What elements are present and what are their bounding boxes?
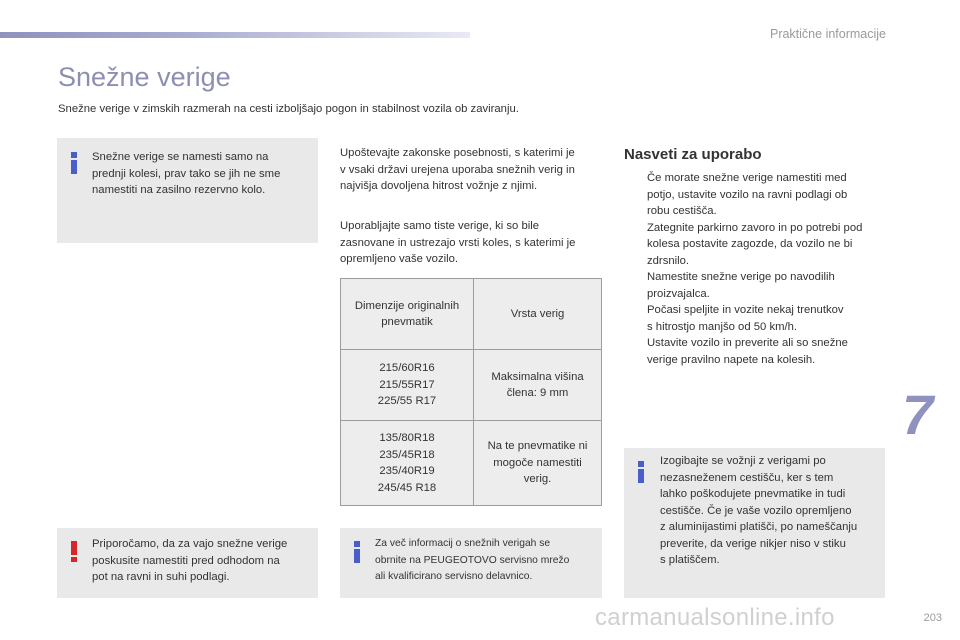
tyre-chain-table <box>340 278 602 506</box>
info-box-road-surface <box>624 448 885 598</box>
chain-type-paragraph: Uporabljajte samo tiste verige, ki so bile zasnovane in ustrezajo vrsti koles, s katerimi je opremljeno vaše vozilo. <box>340 220 576 265</box>
table-cell-sizes: 215/60R16 215/55R17 225/55 R17 <box>341 350 474 421</box>
warning-icon <box>71 541 77 562</box>
list-item: Ustavite vozilo in preverite ali so snežne verige pravilno napete na kolesih. <box>647 337 848 366</box>
section-label: Praktične informacije <box>769 27 886 41</box>
legal-paragraph: Upoštevajte zakonske posebnosti, s katerimi je v vsaki državi urejena uporaba snežnih verig in najvišja dovoljena hitrost vožnje z njimi. <box>340 147 575 192</box>
info-box-text: Za več informacij o snežnih verigah se obrnite na PEUGEOTOVO servisno mrežo ali kvalificirano servisno delavnico. <box>375 538 570 582</box>
info-box-text: Izogibajte se vožnji z verigami po nezasneženem cestišču, ker s tem lahko poškodujete pnevmatike in tudi cestišče. Če je vaše vozilo opremljeno z aluminijastimi platišči, po nameščanju preverite, da verige nikjer niso v stiku s platiščem. <box>660 455 858 566</box>
table-header-row <box>341 279 602 350</box>
list-item: Zategnite parkirno zavoro in po potrebi pod kolesa postavite zagozde, da vozilo ne bi zdrsnilo. <box>647 221 863 267</box>
table-cell-sizes: 135/80R18 235/45R18 235/40R19 245/45 R18 <box>341 421 474 506</box>
tips-title: Nasveti za uporabo <box>624 146 762 163</box>
info-icon <box>354 541 360 563</box>
table-row <box>341 350 602 421</box>
header-accent-bar <box>0 32 470 38</box>
info-icon <box>71 152 77 174</box>
table-header-cell: Vrsta verig <box>474 279 602 350</box>
info-box-front-wheels <box>57 138 318 243</box>
table-row <box>341 421 602 506</box>
page-number: 203 <box>923 612 942 624</box>
warning-box-text: Priporočamo, da za vajo snežne verige poskusite namestiti pred odhodom na pot na ravni in suhi podlagi. <box>92 538 288 583</box>
list-item: Namestite snežne verige po navodilih proizvajalca. <box>647 271 835 300</box>
list-item: Če morate snežne verige namestiti med potjo, ustavite vozilo na ravni podlagi ob robu cestišča. <box>647 172 848 217</box>
table-cell-chain: Na te pnevmatike ni mogoče namestiti verig. <box>474 421 602 506</box>
list-item: Počasi speljite in vozite nekaj trenutkov s hitrostjo manjšo od 50 km/h. <box>647 304 844 333</box>
table-header-cell: Dimenzije originalnih pnevmatik <box>341 279 474 350</box>
info-icon <box>638 461 644 483</box>
warning-box-practice <box>57 528 318 598</box>
page-title: Snežne verige <box>58 62 231 92</box>
info-box-text: Snežne verige se namesti samo na prednji kolesi, prav tako se jih ne sme namestiti na zasilno rezervno kolo. <box>92 151 281 196</box>
watermark: carmanualsonline.info <box>595 604 835 631</box>
info-box-dealer <box>340 528 602 598</box>
chapter-number: 7 <box>902 383 934 446</box>
tips-list <box>624 170 888 368</box>
table-cell-chain: Maksimalna višina člena: 9 mm <box>474 350 602 421</box>
intro-text: Snežne verige v zimskih razmerah na cesti izboljšajo pogon in stabilnost vozila ob zaviranju. <box>58 103 519 115</box>
